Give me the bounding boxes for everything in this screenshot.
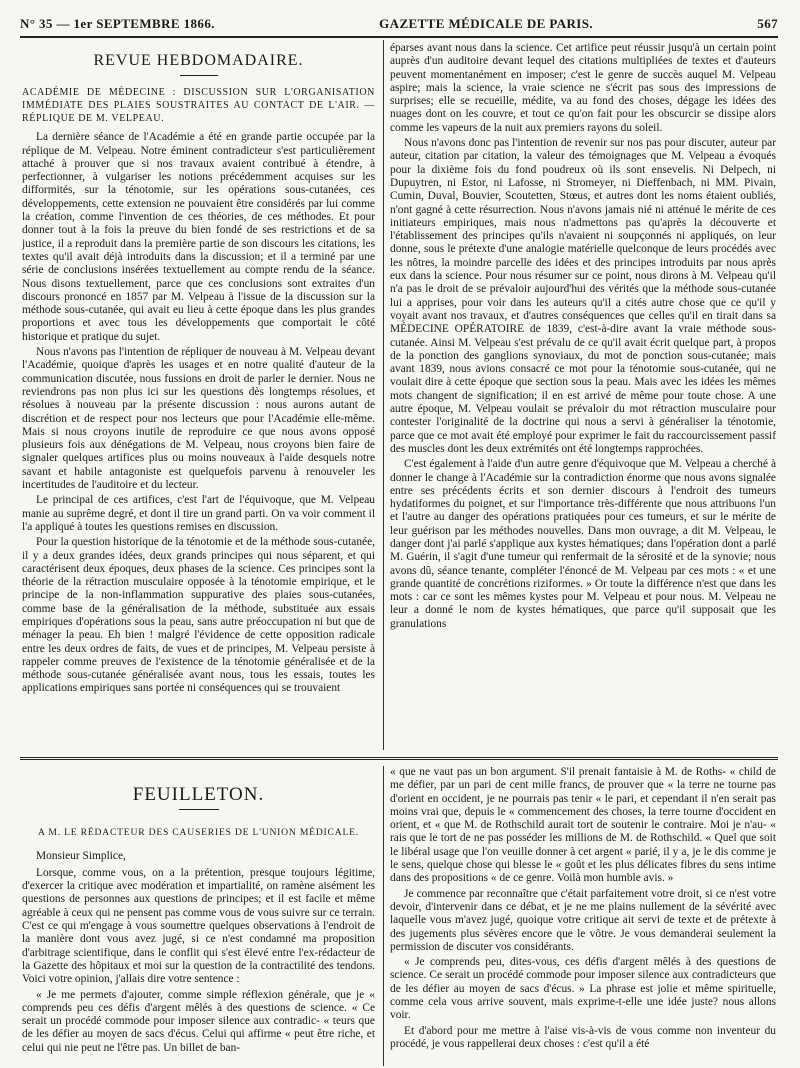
paragraph: « que ne vaut pas un bon argument. S'il prenait fantaisie à M. de Roths- « child de me défier, par un pari de cent mille francs, de prouver que « la terre ne tourne pas d'orient en occident, je ne pourrais pas tenir « le pari, et cependant il n'en serait pas moins vrai que, depuis le « commencement des choses, la terre tourne d'occident en orient, et « que M. de Rothschild aurait tort de soutenir le contraire. Moi je n'au- « rais que le tort de ne pas posséder les millions de M. de Rothschild. « Quel que soit le libéral usage que l'on veuille donner à cet argent « parié, il y a, je le dis comme je le sens, quelque chose qui blesse le « goût et les plus délicates fibres du sens intime dans des propositions « de ce genre. Voilà mon humble avis. » [390, 766, 776, 885]
revue-column-left [22, 42, 375, 750]
revue-title: REVUE HEBDOMADAIRE. [93, 52, 304, 69]
feuilleton-column-right [390, 766, 776, 1066]
title-rule [179, 809, 219, 810]
feuilleton-divider [20, 757, 778, 764]
running-header [20, 12, 778, 32]
feuilleton-column-left [22, 766, 375, 1066]
title-rule [180, 75, 218, 76]
paragraph: Pour la question historique de la ténotomie et de la méthode sous-cutanée, il y a deux grandes idées, deux grands principes qui nous séparent, et qui caractérisent deux époques, deux phases de la science. Ces principes sont la théorie de la rétraction musculaire opposée à la ténotomie empirique, et le principe de la non-inflammation suppurative des plaies sous-cutanées, comme base de la généralisation de la méthode, substituée aux essais empiriques d'opérations sous la peau, sans autre préoccupation ni but que de ménager la peau. Eh bien ! malgré l'évidence de cette opposition radicale entre les deux ordres de faits, de vues et de principes, M. Velpeau persiste à rappeler comme preuves de l'existence de la ténotomie généralisée et de la méthode sous-cutanée généralisée avant nous, tous les essais, toutes les applications empiriques sans portée ni conséquences qui se trouvaient [22, 536, 375, 695]
issue-date: N° 35 — 1er SEPTEMBRE 1866. [20, 16, 215, 31]
header-rule [20, 36, 778, 38]
revue-column-right [390, 42, 776, 750]
paragraph: Lorsque, comme vous, on a la prétention, presque toujours légitime, d'exercer la critique avec modération et impartialité, on ramène aisément les questions de personnes aux questions de principes; et il est facile et même agréable à ceux qui ne pensent pas comme vous de vous suivre sur ce terrain. C'est ce qui m'engage à vous soumettre quelques observations à l'endroit de la manière dont vous avez jugé, si ce n'est condamné ma proposition d'arbitrage scientifique, dans le conflit qui s'est élevé entre l'ex-rédacteur de la Gazette des hôpitaux et moi sur la question de la contractilité des tendons. Voici votre opinion, j'allais dire votre sentence : [22, 866, 375, 986]
paragraph: Je commence par reconnaître que c'était parfaitement votre droit, si ce n'est votre devoir, d'intervenir dans ce débat, et je ne me plains nullement de la sévérité avec laquelle vous m'avez jugé, quoique votre critique ait servi de texte et de prétexte à des jugements plus sévères encore que le vôtre. Je vous demanderai seulement la permission de discuter vos considérants. [390, 887, 776, 953]
paragraph: La dernière séance de l'Académie a été en grande partie occupée par la réplique de M. Velpeau. Notre éminent contradicteur s'est particulièrement attaché à prouver que si nos travaux avaient contribué à étendre, à perfectionner, à vulgariser les notions précédemment acquises sur les difformités, sur la ténotomie, sur les opérations sous-cutanées, ces développements, cette extension ne pouvaient être considérés par lui comme la création, comme l'invention de ces théories, de ces méthodes. Et pour donner tout à la fois la preuve du bien fondé de ses restrictions et de sa justice, il a reproduit dans la première partie de son discours les citations, les textes qu'il avait déjà introduits dans la discussion; et il a terminé par une série de conclusions insérées textuellement au compte rendu de la séance. Nous disons textuellement, parce que ces conclusions sont extraites d'un discours prononcé en 1857 par M. Velpeau à l'issue de la discussion sur la méthode sous-cutanée, qui avait eu lieu à cette époque dans les plus grandes proportions et avec tous les développements que comportait le côté historique et pratique du sujet. [22, 131, 375, 343]
revue-subtitle: ACADÉMIE DE MÉDECINE : DISCUSSION SUR L'ORGANISATION IMMÉDIATE DES PLAIES SOUSTRAITES AU CONTACT DE L'AIR. — RÉPLIQUE DE M. VELPEAU. [22, 87, 375, 125]
paragraph: Nous n'avons donc pas l'intention de revenir sur nos pas pour discuter, auteur par auteur, citation par citation, la valeur des témoignages que M. Velpeau a évoqués pour la dixième fois du fond poudreux où ils sont ensevelis. Ni Delpech, ni Dupuytren, ni Estor, ni Lafosse, ni Stromeyer, ni Dieffenbach, ni MM. Pivain, Cumin, Duval, Bouvier, Scoutetten, Stœus, et autres dont les noms étaient oubliés, n'ont gagné à cette résurrection. Nous n'avons jamais nié ni atténué le mérite de ces initiateurs empiriques, mais nous n'admettons pas qu'après la découverte et l'établissement des principes qu'ils n'avaient ni soupçonnés ni appliqués, on leur donne, sous le prétexte d'une analogie matérielle quelconque de leurs procédés avec les nôtres, la moindre parcelle des idées et des principes introduits par nous après eux dans la science. Pour nous résumer sur ce point, nous dirons à M. Velpeau qu'il n'a pas le droit de se prévaloir aujourd'hui des vérités que la méthode sous-cutanée lui a apprises, pour voir dans les auteurs qu'il a cités autre chose que ce qu'il y voyait avant nos travaux, et d'autres conséquences que celles qu'il en tirait dans sa MÉDECINE OPÉRATOIRE de 1839, c'est-à-dire avant la vraie méthode sous-cutanée. Ainsi M. Velpeau s'est prévalu de ce qu'il avait écrit quelque part, à propos de la ponction des ganglions synoviaux, du mot de ponction sous-cutanée; mais avant 1839, nous avions consacré ce mot pour la ténotomie sous-cutanée, qui ne voulait dire à cette époque que section sous la peau. Mais avec les idées les mêmes mots changent de signification; il en est arrivé de même pour toute chose. A une autre époque, M. Velpeau voulait se prévaloir du mot rétraction musculaire pour contester l'originalité de la doctrine qui nous a servi à généraliser la ténotomie, parce que ce mot avait été employé pour exprimer le fait du raccourcissement passif des muscles dont les deux extrémités ont été longtemps rapprochées. [390, 137, 776, 455]
paragraph: éparses avant nous dans la science. Cet artifice peut réussir jusqu'à un certain point auprès d'un auditoire devant lequel des citations multipliées de textes et d'auteurs peuvent momentanément en imposer; c'est le genre de succès auquel M. Velpeau aspire; mais la science, la vraie science ne s'écrit pas sous des impressions de surprises; elle se recueille, médite, va au fond des choses, dégage les idées des nuages dont on les couvre, et tout ce qu'on fait pour les obscurcir se dissipe alors comme les vapeurs de la nuit aux premiers rayons du soleil. [390, 42, 776, 134]
paragraph: « Je me permets d'ajouter, comme simple réflexion générale, que je « comprends peu ces défis d'argent mêlés à des questions de science. « Ce serait un procédé commode pour imposer silence aux contradic- « teurs que de les défier au moyen de sacs d'écus. Celui qui affirme « peut être riche, et celui qui nie peut ne l'être pas. Un billet de ban- [22, 988, 375, 1054]
paragraph: « Je comprends peu, dites-vous, ces défis d'argent mêlés à des questions de science. Ce serait un procédé commode pour imposer silence aux contradicteurs que de les défier au moyen de sacs d'écus. » La phrase est jolie et même spirituelle, comme cela vous arrive souvent, mais exprime-t-elle une idée juste? nous allons voir. [390, 956, 776, 1022]
feuilleton-title: FEUILLETON. [132, 784, 265, 805]
paragraph: Le principal de ces artifices, c'est l'art de l'équivoque, que M. Velpeau manie au suprême degré, et dont il tire un grand parti. On va voir comment il l'a appliqué à toutes les questions remises en discussion. [22, 494, 375, 533]
column-divider-top [383, 40, 384, 750]
paragraph: Et d'abord pour me mettre à l'aise vis-à-vis de vous comme non inventeur du procédé, je vous rappellerai deux choses : c'est qu'il a été [390, 1024, 776, 1050]
feuilleton-address: A M. LE RÉDACTEUR DES CAUSERIES DE L'UNION MÉDICALE. [37, 827, 359, 839]
paragraph: Nous n'avons pas l'intention de répliquer de nouveau à M. Velpeau devant l'Académie, quoique d'après les usages et en notre qualité d'auteur de la communication discutée, nous fussions en droit de parler le dernier. Nous ne reviendrons pas non plus ici sur les questions dès longtemps résolues, et résolues à nouveau par la présente discussion : nous aurons autant de discrétion et de respect pour nos lecteurs que pour l'Académie elle-même. Mais si nous croyons inutile de reproduire ce que nous avons opposé plusieurs fois aux dénégations de M. Velpeau, nous croyons bien faire de signaler quelques artifices plus ou moins nouveaux à l'aide desquels notre savant et habile antagoniste est quelquefois parvenu à renouveler les incertitudes de l'auditoire et du lecteur. [22, 346, 375, 492]
column-divider-bottom [383, 766, 384, 1066]
paragraph: C'est également à l'aide d'un autre genre d'équivoque que M. Velpeau a cherché à donner le change à l'Académie sur la contradiction énorme que nous avons signalée entre ses précédents écrits et son dernier discours à l'endroit des tumeurs hydatiformes du poignet, et sur l'importance très-différente que nous attribuons l'un et l'autre au danger des opérations pratiquées pour ces tumeurs, et sur le mérite de leur guérison par les méthodes nouvelles. Dans mon ouvrage, a dit M. Velpeau, le danger dont j'ai parlé s'applique aux kystes hématiques; dans l'opération dont a parlé M. Guérin, il s'agit d'une tumeur qui renfermait de la sérosité et de la synovie; nous avons dû, séance tenante, compléter l'énoncé de M. Velpeau par ces mots : « et une grande quantité de concrétions riziformes. » Or toute la différence n'est que dans les mots : car ce sont les mêmes kystes pour M. Velpeau et pour nous. M. Velpeau ne leur a donné le nom de kystes hématiques, que parce qu'il supposait que les granulations [390, 458, 776, 630]
journal-title: GAZETTE MÉDICALE DE PARIS. [379, 16, 594, 31]
salutation: Monsieur Simplice, [36, 849, 126, 862]
page-number: 567 [757, 16, 778, 31]
